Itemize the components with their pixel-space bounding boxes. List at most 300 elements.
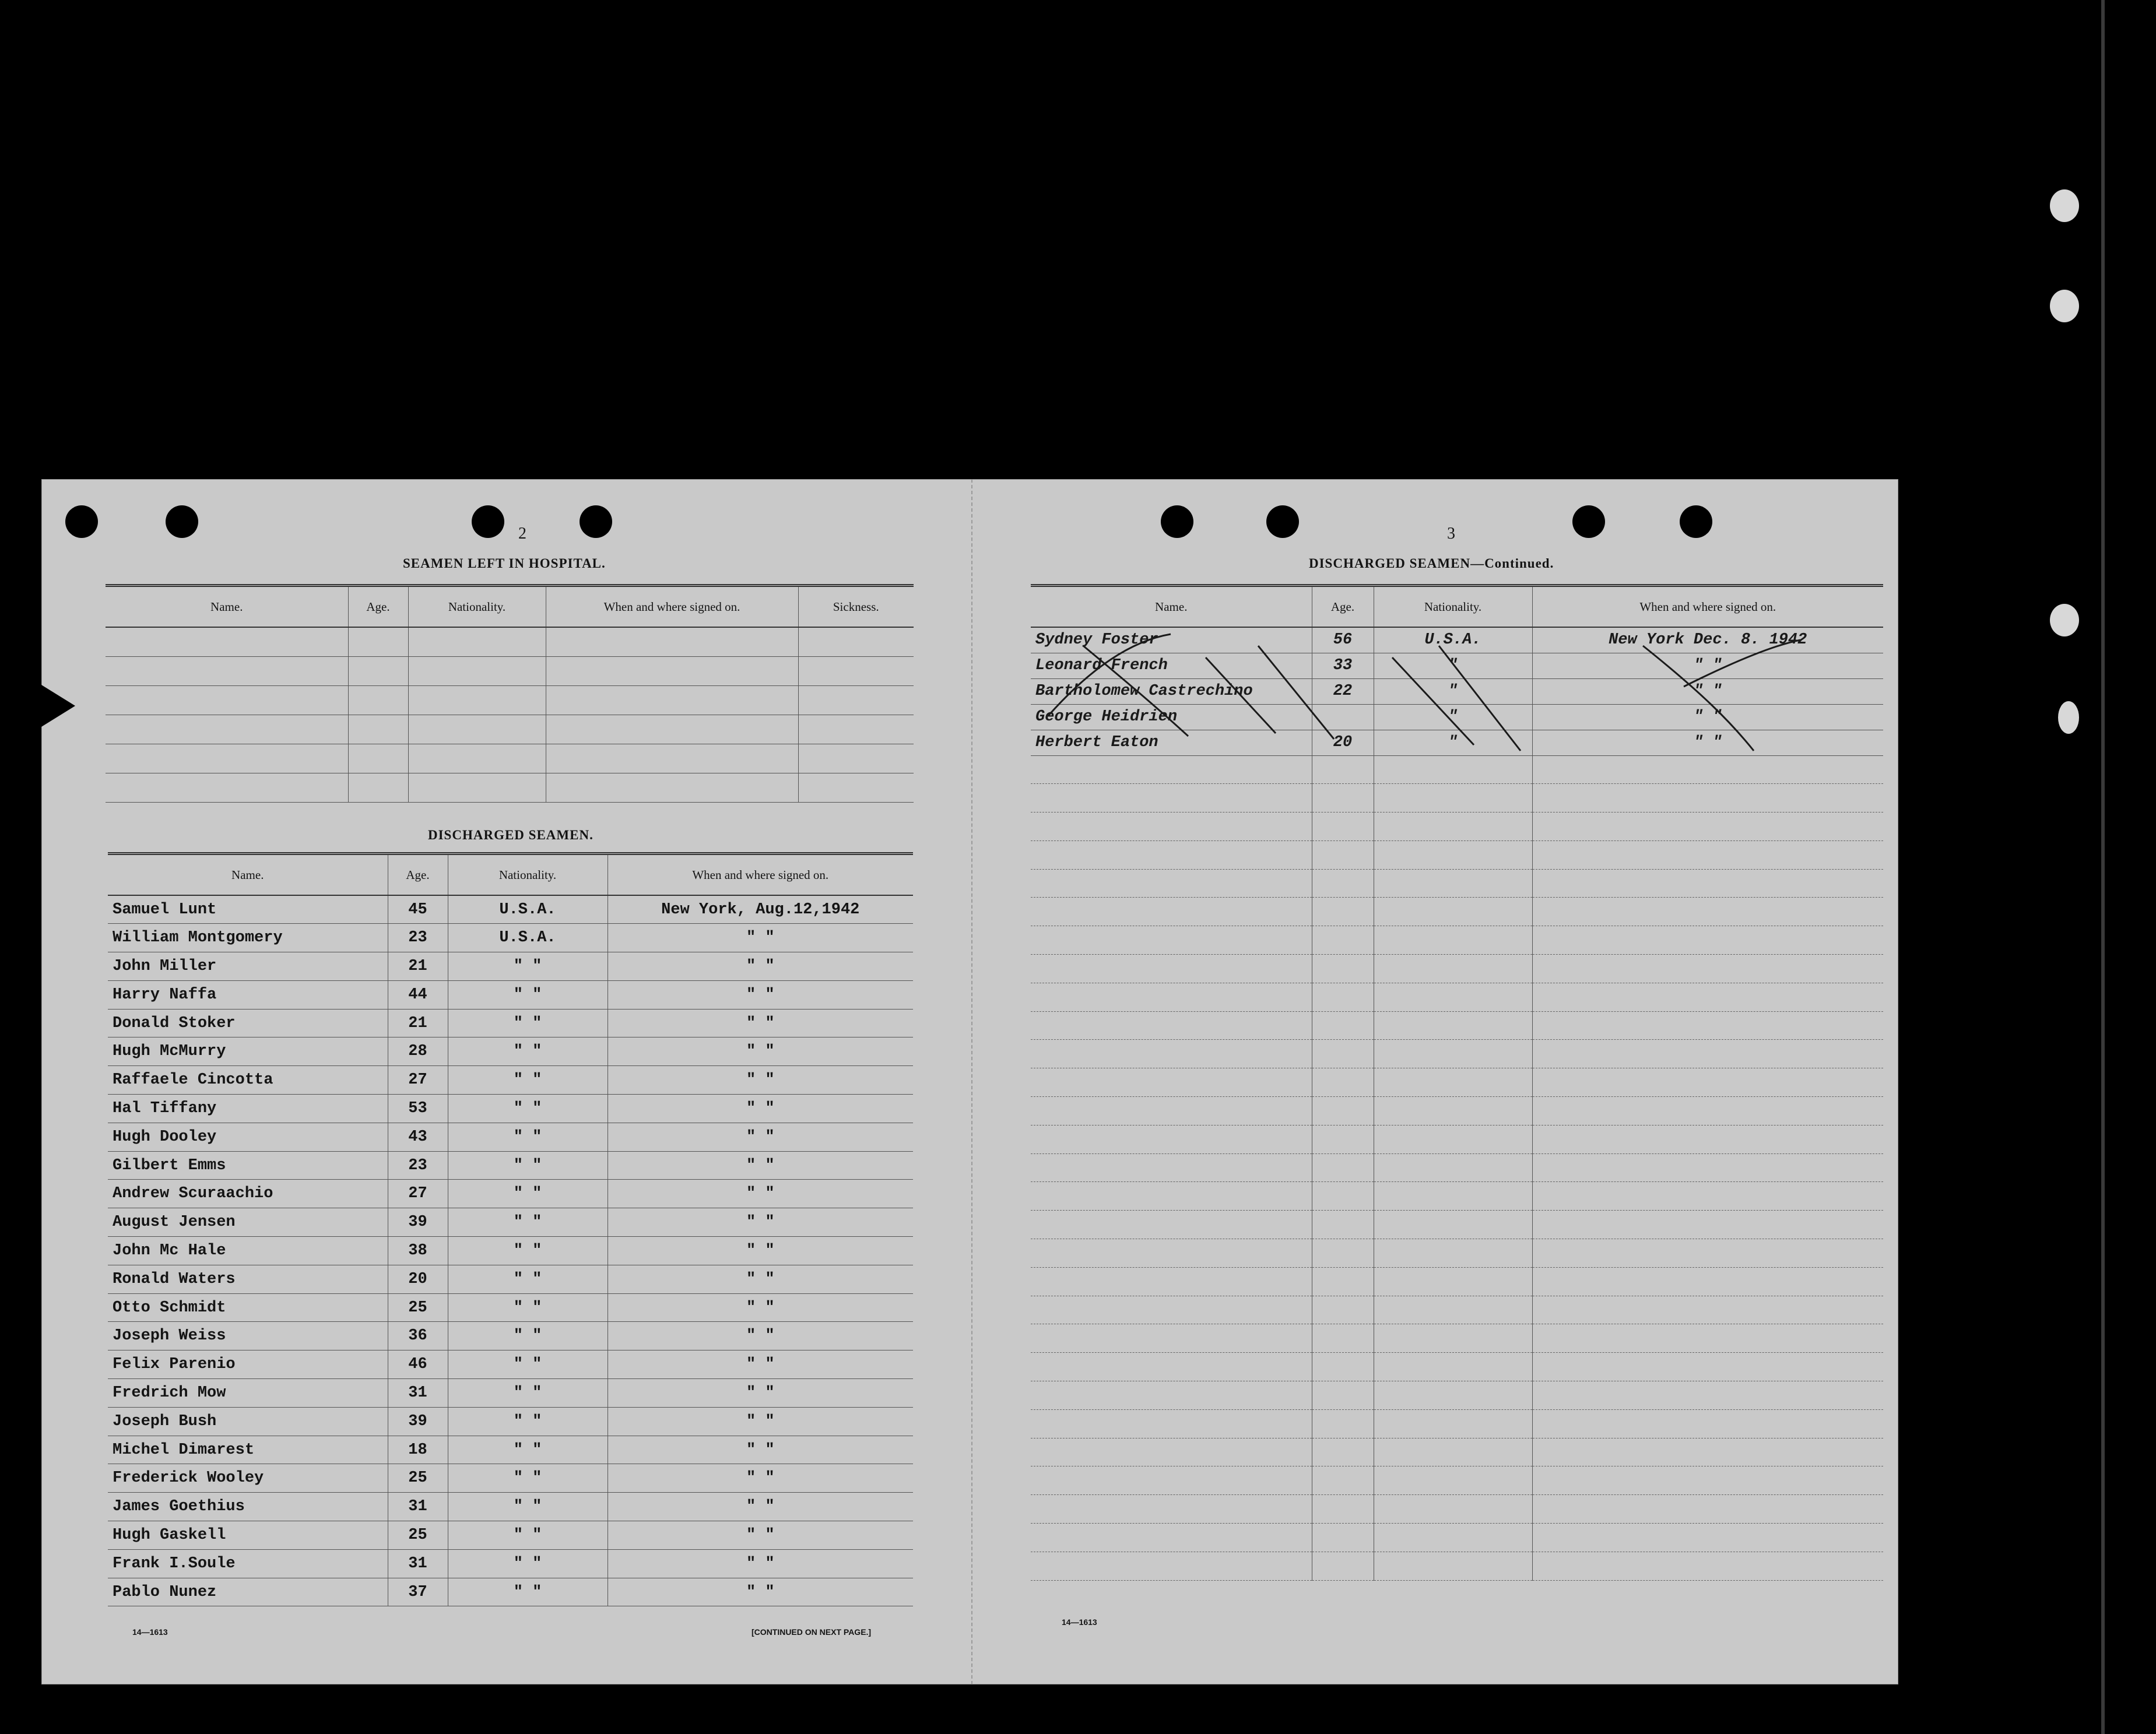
blank-row: [1031, 840, 1883, 869]
table-row: [108, 1322, 913, 1350]
seaman-signed-on: " ": [608, 1578, 913, 1606]
seaman-age: 20: [388, 1265, 448, 1293]
blank-cell: [1374, 1495, 1532, 1524]
seaman-nationality: " ": [448, 1578, 608, 1606]
seaman-nationality: " ": [448, 1407, 608, 1436]
table-cell: [546, 715, 798, 744]
blank-cell: [1374, 784, 1532, 813]
seaman-nationality: " ": [448, 1464, 608, 1493]
seaman-nationality: " ": [448, 1180, 608, 1208]
seaman-signed-on: " ": [608, 1464, 913, 1493]
blank-cell: [1532, 1011, 1883, 1040]
seaman-nationality: " ": [448, 1265, 608, 1293]
blank-row: [1031, 1466, 1883, 1495]
table-cell: [798, 744, 914, 773]
seaman-nationality: " ": [448, 1379, 608, 1408]
blank-cell: [1374, 1068, 1532, 1097]
seaman-signed-on: " ": [608, 1436, 913, 1464]
seaman-age: 23: [388, 1151, 448, 1180]
punch-hole: [65, 505, 98, 538]
blank-cell: [1532, 1267, 1883, 1296]
blank-row: [1031, 1239, 1883, 1268]
seaman-signed-on: New York, Aug.12,1942: [608, 895, 913, 924]
table-row: [108, 1521, 913, 1550]
table-cell: [408, 656, 546, 685]
seaman-name: Pablo Nunez: [108, 1578, 388, 1606]
seaman-age: 25: [388, 1293, 448, 1322]
discharged-table: [108, 852, 913, 1606]
seaman-name: Andrew Scuraachio: [108, 1180, 388, 1208]
column-header: Name.: [1031, 586, 1312, 628]
seaman-age: 45: [388, 895, 448, 924]
seaman-nationality: " ": [448, 1549, 608, 1578]
blank-cell: [1532, 869, 1883, 898]
table-row: [108, 1578, 913, 1606]
blank-cell: [1374, 1438, 1532, 1466]
seaman-name: Ronald Waters: [108, 1265, 388, 1293]
blank-cell: [1031, 983, 1312, 1011]
table-cell: [408, 744, 546, 773]
blank-cell: [1532, 1097, 1883, 1125]
blank-cell: [1532, 1040, 1883, 1068]
seaman-signed-on: " ": [608, 1549, 913, 1578]
blank-row: [1031, 1353, 1883, 1381]
seaman-age: 22: [1312, 678, 1374, 704]
seaman-name: Hugh Gaskell: [108, 1521, 388, 1550]
blank-cell: [1374, 1239, 1532, 1268]
seaman-name: Felix Parenio: [108, 1350, 388, 1379]
table-cell: [408, 715, 546, 744]
seaman-signed-on: " ": [608, 1407, 913, 1436]
seaman-name: Frederick Wooley: [108, 1464, 388, 1493]
blank-cell: [1532, 1438, 1883, 1466]
blank-cell: [1532, 1466, 1883, 1495]
table-cell: [106, 656, 348, 685]
blank-row: [1031, 1182, 1883, 1211]
seaman-signed-on: New York Dec. 8. 1942: [1532, 627, 1883, 653]
column-header: When and where signed on.: [546, 586, 798, 628]
blank-cell: [1031, 1011, 1312, 1040]
seaman-signed-on: " ": [608, 1151, 913, 1180]
seaman-signed-on: " ": [608, 1066, 913, 1095]
seaman-name: Joseph Bush: [108, 1407, 388, 1436]
seaman-nationality: ": [1374, 653, 1532, 678]
column-header: Sickness.: [798, 586, 914, 628]
punch-hole: [580, 505, 612, 538]
blank-cell: [1374, 869, 1532, 898]
blank-cell: [1312, 1381, 1374, 1410]
seaman-signed-on: " ": [1532, 653, 1883, 678]
seaman-name: Joseph Weiss: [108, 1322, 388, 1350]
seaman-signed-on: " ": [608, 1037, 913, 1066]
blank-cell: [1312, 1211, 1374, 1239]
blank-cell: [1031, 1182, 1312, 1211]
blank-cell: [1374, 1040, 1532, 1068]
blank-cell: [1532, 1068, 1883, 1097]
table-row: [106, 627, 914, 656]
seaman-signed-on: " ": [608, 1265, 913, 1293]
table-cell: [348, 744, 408, 773]
seaman-name: Gilbert Emms: [108, 1151, 388, 1180]
blank-cell: [1374, 840, 1532, 869]
seaman-name: Bartholomew Castrechino: [1031, 678, 1312, 704]
blank-cell: [1312, 898, 1374, 926]
seaman-age: 31: [388, 1379, 448, 1408]
blank-cell: [1031, 898, 1312, 926]
blank-cell: [1312, 1552, 1374, 1580]
seaman-nationality: " ": [448, 1037, 608, 1066]
binder-hole: [2050, 604, 2079, 636]
seaman-signed-on: " ": [608, 1350, 913, 1379]
seaman-age: 38: [388, 1237, 448, 1265]
blank-cell: [1312, 1068, 1374, 1097]
blank-cell: [1031, 1097, 1312, 1125]
table-cell: [546, 685, 798, 715]
blank-cell: [1312, 813, 1374, 841]
table-cell: [348, 627, 408, 656]
blank-cell: [1312, 1153, 1374, 1182]
punch-hole: [1572, 505, 1605, 538]
table-row: [108, 1379, 913, 1408]
seaman-signed-on: " ": [608, 1293, 913, 1322]
column-header: Age.: [348, 586, 408, 628]
seaman-name: William Montgomery: [108, 924, 388, 952]
seaman-age: 25: [388, 1464, 448, 1493]
blank-cell: [1374, 1381, 1532, 1410]
seaman-name: Hugh Dooley: [108, 1123, 388, 1151]
seaman-nationality: ": [1374, 678, 1532, 704]
seaman-nationality: " ": [448, 1009, 608, 1037]
table-row: [106, 773, 914, 802]
blank-cell: [1374, 1011, 1532, 1040]
blank-cell: [1374, 1409, 1532, 1438]
binder-hole: [2050, 189, 2079, 222]
seaman-age: 39: [388, 1208, 448, 1237]
blank-cell: [1532, 955, 1883, 983]
seaman-nationality: " ": [448, 1436, 608, 1464]
seaman-name: Raffaele Cincotta: [108, 1066, 388, 1095]
seaman-nationality: " ": [448, 1066, 608, 1095]
blank-cell: [1312, 926, 1374, 955]
table-cell: [106, 744, 348, 773]
table-row: [108, 1123, 913, 1151]
table-cell: [348, 715, 408, 744]
blank-cell: [1532, 1125, 1883, 1153]
blank-cell: [1312, 1097, 1374, 1125]
blank-row: [1031, 1552, 1883, 1580]
seaman-nationality: " ": [448, 1493, 608, 1521]
blank-cell: [1312, 840, 1374, 869]
seaman-age: 18: [388, 1436, 448, 1464]
table-cell: [546, 744, 798, 773]
blank-cell: [1532, 1239, 1883, 1268]
blank-row: [1031, 1324, 1883, 1353]
seaman-signed-on: " ": [608, 924, 913, 952]
document-sheet: [41, 479, 1898, 1684]
blank-cell: [1031, 926, 1312, 955]
blank-row: [1031, 1267, 1883, 1296]
seaman-name: Michel Dimarest: [108, 1436, 388, 1464]
table-cell: [106, 685, 348, 715]
table-row: [108, 1095, 913, 1123]
table-row: [108, 1180, 913, 1208]
seaman-nationality: " ": [448, 1237, 608, 1265]
blank-row: [1031, 955, 1883, 983]
blank-cell: [1031, 1153, 1312, 1182]
blank-row: [1031, 1125, 1883, 1153]
blank-cell: [1031, 1409, 1312, 1438]
column-header: When and where signed on.: [608, 854, 913, 896]
binder-edge: [2101, 0, 2105, 1734]
blank-cell: [1031, 1040, 1312, 1068]
blank-cell: [1374, 955, 1532, 983]
seaman-signed-on: " ": [608, 1493, 913, 1521]
seaman-nationality: " ": [448, 952, 608, 981]
table-row: [108, 1464, 913, 1493]
seaman-age: 23: [388, 924, 448, 952]
seaman-name: George Heidrien: [1031, 704, 1312, 730]
seaman-name: Hugh McMurry: [108, 1037, 388, 1066]
blank-cell: [1031, 784, 1312, 813]
hospital-table: [106, 584, 914, 803]
blank-cell: [1374, 1466, 1532, 1495]
punch-hole: [472, 505, 504, 538]
blank-cell: [1374, 1153, 1532, 1182]
blank-cell: [1532, 1182, 1883, 1211]
blank-cell: [1312, 1125, 1374, 1153]
column-header: Age.: [388, 854, 448, 896]
seaman-name: Samuel Lunt: [108, 895, 388, 924]
blank-cell: [1031, 1353, 1312, 1381]
blank-cell: [1532, 840, 1883, 869]
blank-cell: [1532, 1324, 1883, 1353]
table-row: [108, 1493, 913, 1521]
table-row: [108, 895, 913, 924]
blank-cell: [1312, 1182, 1374, 1211]
table-cell: [408, 627, 546, 656]
blank-cell: [1031, 869, 1312, 898]
seaman-signed-on: " ": [1532, 704, 1883, 730]
seaman-signed-on: " ": [608, 1322, 913, 1350]
seaman-name: James Goethius: [108, 1493, 388, 1521]
seaman-age: 27: [388, 1180, 448, 1208]
seaman-signed-on: " ": [608, 1208, 913, 1237]
blank-cell: [1031, 1267, 1312, 1296]
seaman-nationality: " ": [448, 980, 608, 1009]
blank-cell: [1532, 1296, 1883, 1324]
table-row: [106, 685, 914, 715]
seaman-age: 20: [1312, 730, 1374, 755]
seaman-signed-on: " ": [608, 1237, 913, 1265]
blank-cell: [1532, 1552, 1883, 1580]
seaman-name: Harry Naffa: [108, 980, 388, 1009]
blank-cell: [1312, 1495, 1374, 1524]
blank-cell: [1374, 1552, 1532, 1580]
blank-cell: [1532, 1211, 1883, 1239]
table-row: [108, 1208, 913, 1237]
seaman-name: Herbert Eaton: [1031, 730, 1312, 755]
seaman-age: 25: [388, 1521, 448, 1550]
seaman-age: 27: [388, 1066, 448, 1095]
seaman-signed-on: " ": [608, 1180, 913, 1208]
seaman-age: 31: [388, 1549, 448, 1578]
blank-cell: [1532, 1353, 1883, 1381]
blank-cell: [1312, 1524, 1374, 1552]
seaman-nationality: " ": [448, 1123, 608, 1151]
blank-cell: [1031, 813, 1312, 841]
seaman-name: August Jensen: [108, 1208, 388, 1237]
seaman-name: Fredrich Mow: [108, 1379, 388, 1408]
seaman-nationality: " ": [448, 1350, 608, 1379]
table-cell: [798, 627, 914, 656]
table-row: [108, 1037, 913, 1066]
blank-cell: [1532, 1381, 1883, 1410]
seaman-nationality: ": [1374, 730, 1532, 755]
page-number-left: 2: [518, 525, 526, 543]
hospital-section-title: SEAMEN LEFT IN HOSPITAL.: [403, 556, 606, 571]
table-cell: [546, 773, 798, 802]
seaman-age: 21: [388, 1009, 448, 1037]
seaman-name: Frank I.Soule: [108, 1549, 388, 1578]
blank-cell: [1374, 1125, 1532, 1153]
blank-cell: [1312, 1239, 1374, 1268]
seaman-nationality: " ": [448, 1095, 608, 1123]
blank-cell: [1374, 1324, 1532, 1353]
blank-row: [1031, 926, 1883, 955]
blank-cell: [1374, 1296, 1532, 1324]
column-header: Age.: [1312, 586, 1374, 628]
blank-cell: [1374, 983, 1532, 1011]
seaman-nationality: " ": [448, 1151, 608, 1180]
page-fold: [971, 479, 972, 1684]
seaman-nationality: " ": [448, 1521, 608, 1550]
blank-cell: [1312, 1353, 1374, 1381]
table-row: [108, 1436, 913, 1464]
seaman-age: 56: [1312, 627, 1374, 653]
blank-cell: [1312, 1438, 1374, 1466]
blank-cell: [1031, 1211, 1312, 1239]
table-row: [108, 952, 913, 981]
blank-cell: [1312, 1324, 1374, 1353]
seaman-name: Otto Schmidt: [108, 1293, 388, 1322]
blank-cell: [1532, 898, 1883, 926]
blank-cell: [1031, 1466, 1312, 1495]
seaman-signed-on: " ": [608, 1095, 913, 1123]
punch-hole: [166, 505, 198, 538]
table-cell: [348, 685, 408, 715]
blank-cell: [1374, 898, 1532, 926]
column-header: When and where signed on.: [1532, 586, 1883, 628]
table-row: [108, 1265, 913, 1293]
table-cell: [348, 773, 408, 802]
blank-cell: [1031, 1438, 1312, 1466]
seaman-nationality: " ": [448, 1208, 608, 1237]
column-header: Name.: [106, 586, 348, 628]
seaman-age: 36: [388, 1322, 448, 1350]
table-row: [108, 980, 913, 1009]
blank-cell: [1374, 1097, 1532, 1125]
seaman-signed-on: " ": [1532, 730, 1883, 755]
table-cell: [546, 627, 798, 656]
seaman-age: 44: [388, 980, 448, 1009]
blank-cell: [1031, 1381, 1312, 1410]
blank-cell: [1374, 926, 1532, 955]
form-number-left: 14—1613: [132, 1627, 168, 1637]
table-cell: [798, 773, 914, 802]
blank-cell: [1031, 1324, 1312, 1353]
column-header: Nationality.: [1374, 586, 1532, 628]
table-cell: [546, 656, 798, 685]
seaman-age: 21: [388, 952, 448, 981]
seaman-signed-on: " ": [608, 952, 913, 981]
table-row: [108, 1293, 913, 1322]
binder-hole: [2050, 290, 2079, 322]
blank-cell: [1532, 784, 1883, 813]
punch-hole: [1680, 505, 1712, 538]
seaman-age: 39: [388, 1407, 448, 1436]
blank-cell: [1374, 1267, 1532, 1296]
blank-cell: [1031, 955, 1312, 983]
blank-cell: [1312, 1267, 1374, 1296]
blank-cell: [1532, 1153, 1883, 1182]
blank-row: [1031, 813, 1883, 841]
seaman-name: Sydney Foster: [1031, 627, 1312, 653]
seaman-name: John Miller: [108, 952, 388, 981]
blank-cell: [1374, 1524, 1532, 1552]
column-header: Nationality.: [408, 586, 546, 628]
seaman-age: 43: [388, 1123, 448, 1151]
blank-row: [1031, 1524, 1883, 1552]
discharged-section-title: DISCHARGED SEAMEN.: [428, 828, 594, 842]
seaman-nationality: " ": [448, 1293, 608, 1322]
blank-row: [1031, 898, 1883, 926]
blank-cell: [1374, 813, 1532, 841]
blank-cell: [1532, 813, 1883, 841]
seaman-age: 28: [388, 1037, 448, 1066]
blank-cell: [1312, 1409, 1374, 1438]
table-cell: [408, 773, 546, 802]
blank-cell: [1374, 1182, 1532, 1211]
continued-note: [CONTINUED ON NEXT PAGE.]: [752, 1627, 872, 1637]
column-header: Name.: [108, 854, 388, 896]
seaman-nationality: ": [1374, 704, 1532, 730]
blank-row: [1031, 1011, 1883, 1040]
blank-row: [1031, 869, 1883, 898]
seaman-age: 53: [388, 1095, 448, 1123]
blank-cell: [1374, 1211, 1532, 1239]
column-header: Nationality.: [448, 854, 608, 896]
seaman-name: John Mc Hale: [108, 1237, 388, 1265]
seaman-age: 37: [388, 1578, 448, 1606]
table-cell: [798, 656, 914, 685]
table-cell: [106, 773, 348, 802]
blank-row: [1031, 1068, 1883, 1097]
blank-cell: [1031, 1552, 1312, 1580]
table-row: [108, 1009, 913, 1037]
binder-hole: [2058, 701, 2079, 734]
table-row: [108, 1237, 913, 1265]
punch-hole: [1161, 505, 1193, 538]
blank-row: [1031, 1296, 1883, 1324]
seaman-nationality: " ": [448, 1322, 608, 1350]
blank-row: [1031, 1381, 1883, 1410]
seaman-name: Leonard French: [1031, 653, 1312, 678]
blank-cell: [1532, 1524, 1883, 1552]
page-number-right: 3: [1447, 525, 1455, 543]
seaman-nationality: U.S.A.: [448, 895, 608, 924]
table-cell: [408, 685, 546, 715]
blank-cell: [1532, 926, 1883, 955]
